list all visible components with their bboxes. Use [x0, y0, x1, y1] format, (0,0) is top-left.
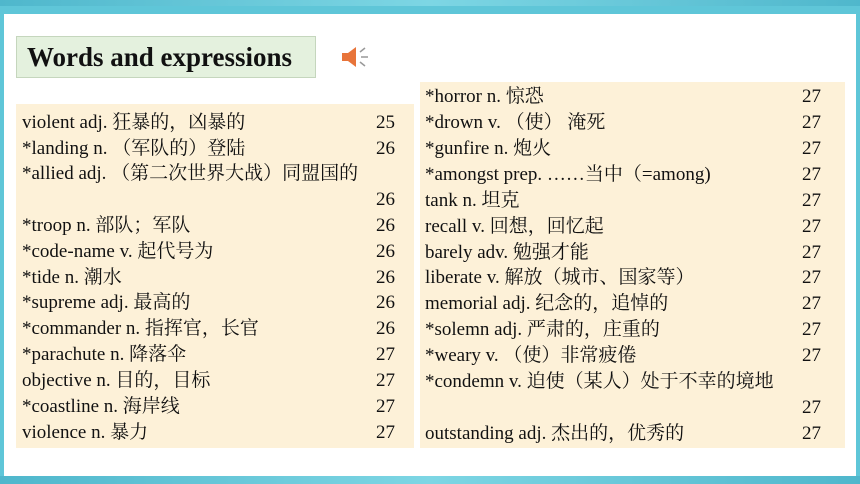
page-number: 27 [376, 344, 395, 365]
vocab-entry [22, 110, 406, 136]
vocab-entry [425, 369, 832, 418]
vocab-entry [425, 136, 832, 162]
vocab-term: liberate v. 解放（城市、国家等） [425, 267, 695, 288]
vocab-entry [22, 136, 406, 162]
page-number: 27 [802, 397, 821, 418]
vocab-entry [22, 316, 406, 342]
page-number: 27 [802, 423, 821, 444]
vocab-term: violent adj. 狂暴的，凶暴的 [22, 112, 246, 133]
vocab-term: outstanding adj. 杰出的，优秀的 [425, 423, 685, 444]
page-number: 26 [376, 292, 395, 313]
vocab-entry [22, 420, 406, 446]
page-title: Words and expressions [27, 41, 293, 72]
bottom-border [0, 476, 860, 484]
vocab-entry [425, 188, 832, 214]
vocab-entry [22, 239, 406, 265]
vocab-term: objective n. 目的，目标 [22, 370, 211, 391]
page-number: 26 [376, 241, 395, 262]
vocab-term: *coastline n. 海岸线 [22, 396, 180, 417]
vocab-term: *allied adj. （第二次世界大战）同盟国的 [22, 163, 359, 184]
page-number: 27 [802, 319, 821, 340]
vocab-term: *parachute n. 降落伞 [22, 344, 187, 365]
page-number: 27 [802, 293, 821, 314]
page-number: 27 [802, 190, 821, 211]
page-number: 27 [802, 86, 821, 107]
vocab-term: *commander n. 指挥官，长官 [22, 318, 259, 339]
vocab-list-left [16, 104, 414, 448]
vocab-entry [22, 368, 406, 394]
page-number: 27 [802, 345, 821, 366]
vocab-entry [22, 161, 406, 210]
vocab-entry [22, 213, 406, 239]
vocab-entry [425, 214, 832, 240]
page-number: 26 [376, 267, 395, 288]
page-number: 26 [376, 215, 395, 236]
vocab-term: *code-name v. 起代号为 [22, 241, 214, 262]
vocab-entry [425, 265, 832, 291]
page-number: 27 [802, 112, 821, 133]
vocab-entry [425, 317, 832, 343]
vocab-term: *gunfire n. 炮火 [425, 138, 552, 159]
vocab-entry [425, 110, 832, 136]
speaker-icon[interactable] [340, 44, 372, 70]
page-number: 26 [376, 189, 395, 210]
page-number: 27 [376, 422, 395, 443]
page-number: 27 [802, 164, 821, 185]
page-number: 27 [376, 370, 395, 391]
top-border [0, 0, 860, 6]
vocab-term: violence n. 暴力 [22, 422, 149, 443]
vocab-term: *condemn v. 迫使（某人）处于不幸的境地 [425, 371, 774, 392]
page-number: 27 [802, 216, 821, 237]
vocab-entry [22, 265, 406, 291]
vocab-entry [22, 394, 406, 420]
vocab-term: *tide n. 潮水 [22, 267, 122, 288]
vocab-entry [425, 162, 832, 188]
vocab-term: *amongst prep. ……当中（=among) [425, 164, 711, 185]
vocab-term: *drown v. （使） 淹死 [425, 112, 606, 133]
vocab-term: recall v. 回想，回忆起 [425, 216, 604, 237]
page-number: 25 [376, 112, 395, 133]
page-number: 27 [376, 396, 395, 417]
vocab-list-right [420, 82, 845, 448]
page-number: 27 [802, 138, 821, 159]
vocab-term: tank n. 坦克 [425, 190, 520, 211]
vocab-term: *solemn adj. 严肃的，庄重的 [425, 319, 660, 340]
page-number: 27 [802, 242, 821, 263]
vocab-entry [22, 290, 406, 316]
page-number: 26 [376, 138, 395, 159]
vocab-entry [425, 291, 832, 317]
page-number: 27 [802, 267, 821, 288]
vocab-entry [22, 342, 406, 368]
page-number: 26 [376, 318, 395, 339]
vocab-entry [425, 343, 832, 369]
vocab-term: *supreme adj. 最高的 [22, 292, 191, 313]
vocab-entry [425, 421, 832, 447]
vocab-term: *horror n. 惊恐 [425, 86, 544, 107]
vocab-entry [425, 240, 832, 266]
vocab-entry [425, 84, 832, 110]
vocab-term: *landing n. （军队的）登陆 [22, 138, 246, 159]
vocab-term: barely adv. 勉强才能 [425, 242, 589, 263]
vocab-term: *troop n. 部队；军队 [22, 215, 191, 236]
vocab-term: memorial adj. 纪念的，追悼的 [425, 293, 669, 314]
vocab-term: *weary v. （使）非常疲倦 [425, 345, 637, 366]
title-box [16, 36, 316, 78]
